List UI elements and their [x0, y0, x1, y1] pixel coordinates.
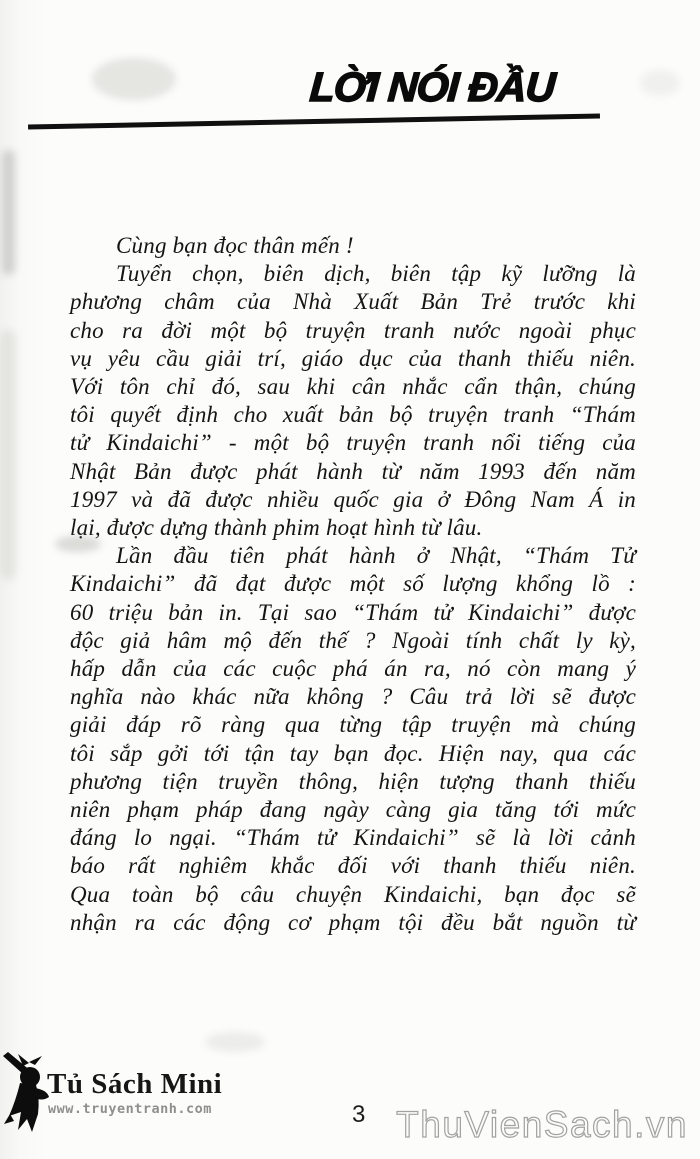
body-line: tử Kindaichi” - một bộ truyện tranh nổi tiếng của	[70, 430, 636, 456]
body-line: niên phạm pháp đang ngày càng gia tăng tới mức	[70, 797, 636, 823]
body-line: giải đáp rõ ràng qua từng tập truyện mà chúng	[70, 712, 636, 738]
publisher-name: Tủ Sách Mini	[47, 1068, 223, 1100]
body-line: Cùng bạn đọc thân mến !	[116, 233, 354, 258]
scan-smudge	[0, 330, 16, 580]
preface-body	[70, 232, 636, 937]
scan-smudge	[92, 58, 176, 100]
body-line: Kindaichi” đã đạt được một số lượng khổng lồ :	[70, 571, 636, 597]
body-line: tôi sắp gởi tới tận tay bạn đọc. Hiện nay, qua các	[70, 740, 636, 766]
body-line: Lần đầu tiên phát hành ở Nhật, “Thám Tử	[116, 543, 636, 569]
body-line: đáng lo ngại. “Thám tử Kindaichi” sẽ là lời cảnh	[70, 825, 636, 851]
body-line: vụ yêu cầu giải trí, giáo dục của thanh thiếu niên.	[70, 345, 636, 371]
page-title: LỜI NÓI ĐẦU	[308, 64, 556, 110]
body-line: phương tiện truyền thông, hiện tượng thanh thiếu	[70, 768, 636, 794]
body-line: 1997 và đã được nhiều quốc gia ở Đông Nam Á in	[70, 486, 636, 512]
body-line: lại, được dựng thành phim hoạt hình từ lâu.	[70, 515, 483, 541]
body-line: Tuyển chọn, biên dịch, biên tập kỹ lưỡng là	[116, 261, 636, 287]
body-line: phương châm của Nhà Xuất Bản Trẻ trước khi	[70, 289, 636, 315]
body-line: Qua toàn bộ câu chuyện Kindaichi, bạn đọc sẽ	[70, 881, 636, 907]
body-line: nhận ra các động cơ phạm tội đều bắt nguồn từ	[70, 909, 636, 935]
scan-smudge	[640, 70, 680, 96]
body-line: báo rất nghiêm khắc đối với thanh thiếu niên.	[70, 853, 636, 879]
body-line: Nhật Bản được phát hành từ năm 1993 đến năm	[70, 458, 636, 484]
site-watermark: ThuVienSach.vn	[396, 1104, 688, 1145]
title-underline	[28, 114, 600, 129]
body-line: 60 triệu bản in. Tại sao “Thám tử Kindaichi” được	[70, 599, 636, 625]
page-number: 3	[352, 1101, 366, 1128]
body-line: nghĩa nào khác nữa không ? Câu trả lời sẽ được	[70, 684, 636, 710]
scan-smudge	[2, 150, 15, 275]
scan-smudge	[205, 1032, 265, 1052]
body-line: độc giả hâm mộ đến thế ? Ngoài tính chất ly kỳ,	[70, 627, 636, 653]
body-line: cho ra đời một bộ truyện tranh nước ngoài phục	[70, 317, 636, 343]
body-line: hấp dẫn của các cuộc phá án ra, nó còn mang ý	[70, 656, 636, 682]
body-line: tôi quyết định cho xuất bản bộ truyện tranh “Thám	[70, 402, 636, 428]
body-line: Với tôn chỉ đó, sau khi cân nhắc cẩn thận, chúng	[70, 374, 636, 400]
publisher-url: www.truyentranh.com	[48, 1101, 212, 1117]
